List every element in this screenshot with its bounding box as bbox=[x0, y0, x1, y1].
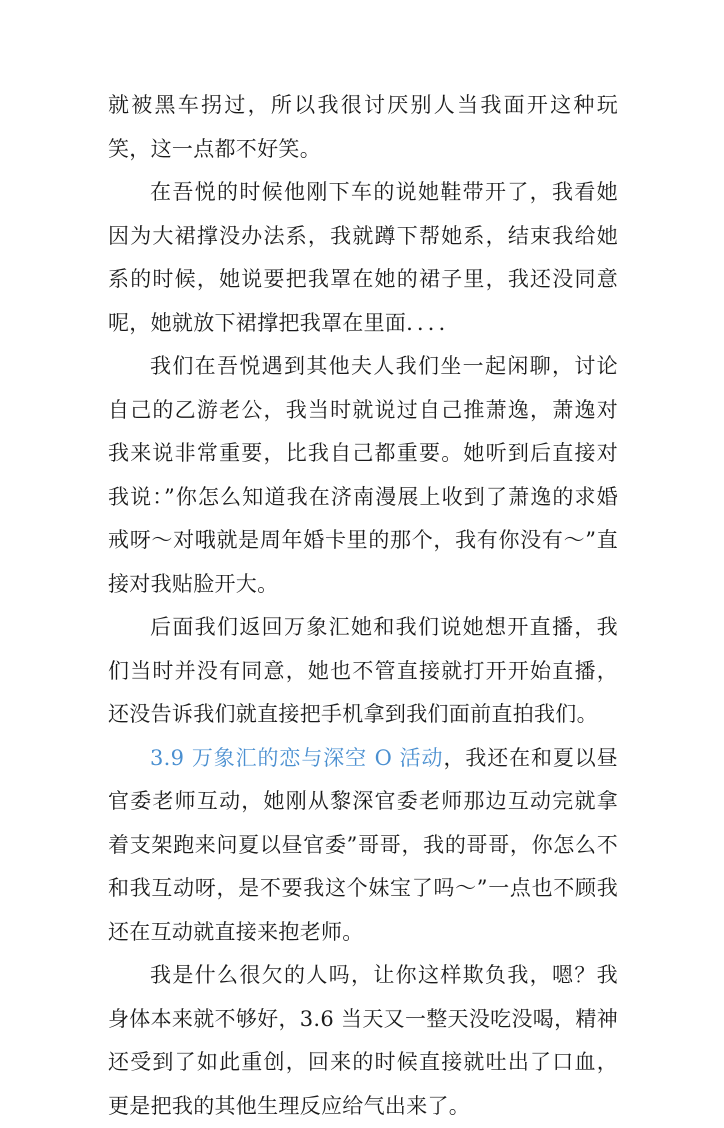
paragraph-3 bbox=[108, 345, 618, 606]
event-link[interactable]: 3.9 万象汇的恋与深空 O 活动 bbox=[150, 745, 444, 770]
paragraph-6-text: 我是什么很欠的人吗，让你这样欺负我，嗯？我身体本来就不够好，3.6 当天又一整天没吃没喝，精神还受到了如此重创，回来的时候直接就吐出了口血，更是把我的其他生理反应给气出来了。 bbox=[108, 963, 618, 1118]
paragraph-5-text: ，我还在和夏以昼官委老师互动，她刚从黎深官委老师那边互动完就拿着支架跑来问夏以昼官委”哥哥，我的哥哥，你怎么不和我互动呀，是不要我这个妹宝了吗～”一点也不顾我还在互动就直接来抱老师。 bbox=[108, 745, 618, 944]
paragraph-4 bbox=[108, 606, 618, 737]
paragraph-2-text: 在吾悦的时候他刚下车的说她鞋带开了，我看她因为大裙撑没办法系，我就蹲下帮她系，结束我给她系的时候，她说要把我罩在她的裙子里，我还没同意呢，她就放下裙撑把我罩在里面．．．． bbox=[108, 180, 618, 335]
document-body bbox=[108, 84, 618, 1128]
paragraph-1-text: 就被黑车拐过，所以我很讨厌别人当我面开这种玩笑，这一点都不好笑。 bbox=[108, 93, 618, 161]
paragraph-3-text: 我们在吾悦遇到其他夫人我们坐一起闲聊，讨论自己的乙游老公，我当时就说过自己推萧逸，萧逸对我来说非常重要，比我自己都重要。她听到后直接对我说：”你怎么知道我在济南漫展上收到了萧逸的求婚戒呀～对哦就是周年婚卡里的那个，我有你没有～”直接对我贴脸开大。 bbox=[108, 354, 618, 596]
paragraph-1 bbox=[108, 84, 618, 171]
paragraph-2 bbox=[108, 171, 618, 345]
paragraph-5 bbox=[108, 737, 618, 955]
paragraph-6 bbox=[108, 954, 618, 1128]
paragraph-4-text: 后面我们返回万象汇她和我们说她想开直播，我们当时并没有同意，她也不管直接就打开开始直播，还没告诉我们就直接把手机拿到我们面前直拍我们。 bbox=[108, 615, 618, 726]
